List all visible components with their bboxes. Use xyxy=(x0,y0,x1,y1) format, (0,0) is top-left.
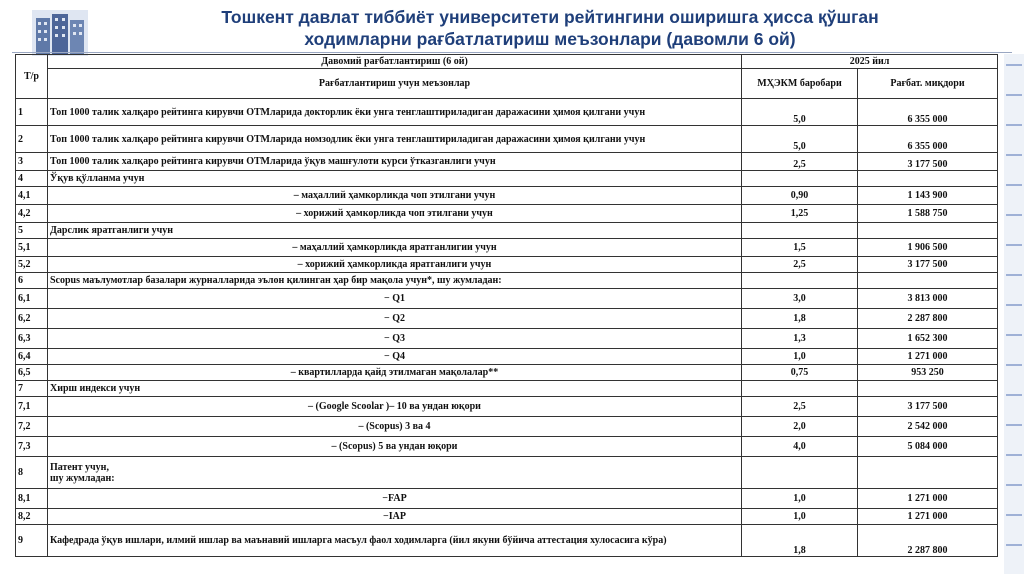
amount-value: 6 355 000 xyxy=(858,126,998,153)
mhekm-header: МҲЭКМ баробари xyxy=(742,69,858,99)
row-number: 7,1 xyxy=(16,397,48,417)
criterion-text: − Q1 xyxy=(48,289,742,309)
row-number: 4,1 xyxy=(16,187,48,205)
table-row xyxy=(16,239,998,257)
criterion-text: −IAP xyxy=(48,509,742,525)
university-building-icon xyxy=(30,8,90,58)
table-row xyxy=(16,457,998,489)
mhekm-value: 5,0 xyxy=(742,99,858,126)
amount-value: 1 652 300 xyxy=(858,329,998,349)
table-row xyxy=(16,289,998,309)
mhekm-value xyxy=(742,171,858,187)
amount-value: 1 906 500 xyxy=(858,239,998,257)
row-number: 5 xyxy=(16,223,48,239)
table-row xyxy=(16,153,998,171)
criterion-text: – квартилларда қайд этилмаган мақолалар** xyxy=(48,365,742,381)
period-header: Давомий рағбатлантириш (6 ой) xyxy=(48,55,742,69)
table-row xyxy=(16,171,998,187)
amount-value: 3 177 500 xyxy=(858,257,998,273)
table-row xyxy=(16,329,998,349)
criteria-table xyxy=(15,54,998,557)
col-header-tr: Т/р xyxy=(16,55,48,99)
row-number: 6,1 xyxy=(16,289,48,309)
mhekm-value: 1,5 xyxy=(742,239,858,257)
mhekm-value: 1,0 xyxy=(742,489,858,509)
table-body xyxy=(16,99,998,557)
table-row xyxy=(16,187,998,205)
title-line-1: Тошкент давлат тиббиёт университети рейтингини оширишга ҳисса қўшган xyxy=(221,7,879,27)
criterion-text: – (Scopus) 3 ва 4 xyxy=(48,417,742,437)
amount-value: 1 588 750 xyxy=(858,205,998,223)
row-number: 6,4 xyxy=(16,349,48,365)
table-row xyxy=(16,381,998,397)
amount-value: 1 143 900 xyxy=(858,187,998,205)
amount-value: 1 271 000 xyxy=(858,349,998,365)
row-number: 7,2 xyxy=(16,417,48,437)
row-number: 8,1 xyxy=(16,489,48,509)
amount-value xyxy=(858,171,998,187)
mhekm-value: 1,0 xyxy=(742,349,858,365)
amount-value: 2 287 800 xyxy=(858,525,998,557)
criterion-text: Топ 1000 талик халқаро рейтинга кирувчи ОТМларида докторлик ёки унга тенглаштириладиган даражасини ҳимоя қилгани учун xyxy=(48,99,742,126)
table-row xyxy=(16,309,998,329)
amount-value: 1 271 000 xyxy=(858,489,998,509)
row-number: 5,1 xyxy=(16,239,48,257)
amount-value: 2 287 800 xyxy=(858,309,998,329)
mhekm-value: 5,0 xyxy=(742,126,858,153)
divider xyxy=(12,52,1012,53)
table-row xyxy=(16,417,998,437)
criterion-text: − Q2 xyxy=(48,309,742,329)
row-number: 6,3 xyxy=(16,329,48,349)
criterion-text: Scopus маълумотлар базалари журналларида эълон қилинган ҳар бир мақола учун*, шу жумладан: xyxy=(48,273,742,289)
mhekm-value: 2,5 xyxy=(742,397,858,417)
row-number: 4,2 xyxy=(16,205,48,223)
table-row xyxy=(16,365,998,381)
table-row xyxy=(16,397,998,417)
table-row xyxy=(16,489,998,509)
criterion-text: Топ 1000 талик халқаро рейтинга кирувчи ОТМларида ўқув машғулоти курси ўтказганлиги учун xyxy=(48,153,742,171)
table-row xyxy=(16,205,998,223)
row-number: 3 xyxy=(16,153,48,171)
criterion-text: − Q3 xyxy=(48,329,742,349)
criterion-text: − Q4 xyxy=(48,349,742,365)
table-row xyxy=(16,349,998,365)
mhekm-value: 2,5 xyxy=(742,257,858,273)
mhekm-value: 1,25 xyxy=(742,205,858,223)
row-number: 2 xyxy=(16,126,48,153)
row-number: 9 xyxy=(16,525,48,557)
row-number: 6 xyxy=(16,273,48,289)
amount-value: 3 813 000 xyxy=(858,289,998,309)
row-number: 6,2 xyxy=(16,309,48,329)
table-row xyxy=(16,257,998,273)
mhekm-value: 0,90 xyxy=(742,187,858,205)
criterion-text: – маҳаллий ҳамкорликда яратганлигии учун xyxy=(48,239,742,257)
mhekm-value: 2,0 xyxy=(742,417,858,437)
table-row xyxy=(16,223,998,239)
criterion-text: Патент учун, шу жумладан: xyxy=(48,457,742,489)
criterion-text: Дарслик яратганлиги учун xyxy=(48,223,742,239)
amount-value: 5 084 000 xyxy=(858,437,998,457)
criterion-text: – хорижий ҳамкорликда чоп этилгани учун xyxy=(48,205,742,223)
criterion-text: – (Scopus) 5 ва ундан юқори xyxy=(48,437,742,457)
row-number: 4 xyxy=(16,171,48,187)
table-row xyxy=(16,437,998,457)
mhekm-value: 4,0 xyxy=(742,437,858,457)
criterion-text: Ўқув қўлланма учун xyxy=(48,171,742,187)
mhekm-value: 2,5 xyxy=(742,153,858,171)
amount-value: 3 177 500 xyxy=(858,153,998,171)
mhekm-value xyxy=(742,223,858,239)
amount-value: 953 250 xyxy=(858,365,998,381)
table-row xyxy=(16,126,998,153)
amount-value: 2 542 000 xyxy=(858,417,998,437)
table-row xyxy=(16,273,998,289)
mhekm-value: 3,0 xyxy=(742,289,858,309)
amount-value: 1 271 000 xyxy=(858,509,998,525)
decorative-sidebar xyxy=(1004,54,1024,574)
amount-header: Рағбат. миқдори xyxy=(858,69,998,99)
year-header: 2025 йил xyxy=(742,55,998,69)
table-row xyxy=(16,509,998,525)
amount-value xyxy=(858,223,998,239)
mhekm-value: 0,75 xyxy=(742,365,858,381)
amount-value: 3 177 500 xyxy=(858,397,998,417)
criterion-text: – хорижий ҳамкорликда яратганлиги учун xyxy=(48,257,742,273)
criterion-text: – (Google Scoolar )– 10 ва ундан юқори xyxy=(48,397,742,417)
table-row xyxy=(16,99,998,126)
mhekm-value: 1,8 xyxy=(742,525,858,557)
criterion-text: Хирш индекси учун xyxy=(48,381,742,397)
row-number: 5,2 xyxy=(16,257,48,273)
criterion-text: – маҳаллий ҳамкорликда чоп этилгани учун xyxy=(48,187,742,205)
criteria-header: Рағбатлантириш учун меъзонлар xyxy=(48,69,742,99)
mhekm-value: 1,3 xyxy=(742,329,858,349)
criterion-text: Топ 1000 талик халқаро рейтинга кирувчи ОТМларида номзодлик ёки унга тенглаштириладиган даражасини ҳимоя қилгани учун xyxy=(48,126,742,153)
table-row xyxy=(16,525,998,557)
mhekm-value xyxy=(742,457,858,489)
row-number: 7 xyxy=(16,381,48,397)
title-line-2: ходимларни рағбатлатириш меъзонлари (давомли 6 ой) xyxy=(304,29,796,49)
mhekm-value xyxy=(742,273,858,289)
mhekm-value: 1,0 xyxy=(742,509,858,525)
row-number: 8 xyxy=(16,457,48,489)
amount-value xyxy=(858,457,998,489)
row-number: 8,2 xyxy=(16,509,48,525)
mhekm-value: 1,8 xyxy=(742,309,858,329)
amount-value xyxy=(858,273,998,289)
row-number: 7,3 xyxy=(16,437,48,457)
row-number: 1 xyxy=(16,99,48,126)
amount-value xyxy=(858,381,998,397)
criterion-text: Кафедрада ўқув ишлари, илмий ишлар ва маънавий ишларга масъул фаол ходимларга (йил якуни бўйича аттестация хулосасига кўра) xyxy=(48,525,742,557)
row-number: 6,5 xyxy=(16,365,48,381)
amount-value: 6 355 000 xyxy=(858,99,998,126)
page-title xyxy=(150,6,950,50)
criterion-text: −FAP xyxy=(48,489,742,509)
mhekm-value xyxy=(742,381,858,397)
